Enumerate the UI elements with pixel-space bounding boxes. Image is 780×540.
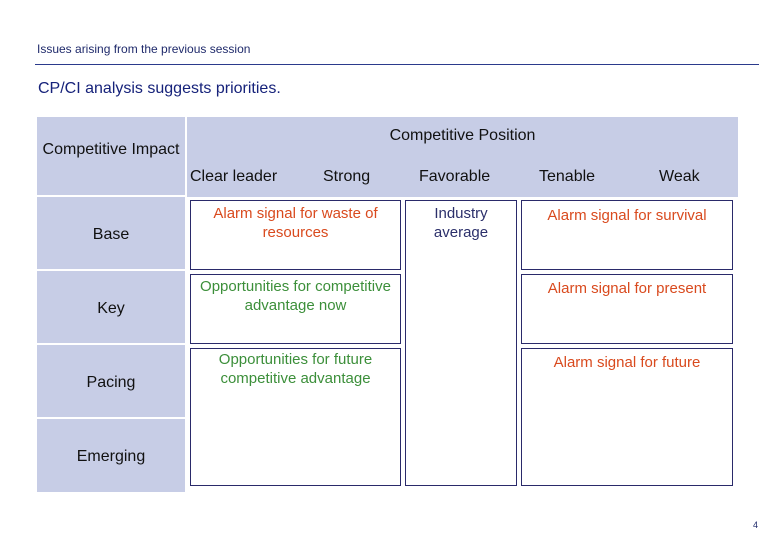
cell-industry-average-text: Industry average [433,205,489,241]
cell-present-text: Alarm signal for present [547,280,707,297]
row-divider [37,343,185,345]
impact-row-pacing: Pacing [86,374,136,391]
cell-future [521,348,733,486]
impact-column [37,117,185,492]
cell-advantage-now [190,274,401,344]
impact-title: Competitive Impact [42,141,180,158]
column-clear-leader: Clear leader [190,168,278,185]
column-strong: Strong [323,168,371,185]
row-divider [37,417,185,419]
header-divider [35,64,759,65]
impact-row-emerging: Emerging [76,448,146,465]
position-title: Competitive Position [389,127,536,144]
row-divider [37,195,185,197]
section-title: Issues arising from the previous session [37,42,251,56]
cell-waste-of-resources [190,200,401,270]
position-header [187,117,738,197]
cell-industry-average [405,200,517,486]
column-weak: Weak [659,168,700,185]
page-subtitle: CP/CI analysis suggests priorities. [38,80,281,97]
cell-survival [521,200,733,270]
cell-future-advantage-text: Opportunities for future competitive advantage [218,351,373,387]
impact-row-key: Key [97,300,125,317]
page-number: 4 [752,520,758,530]
cell-waste-text: Alarm signal for waste of resources [213,205,378,241]
column-favorable: Favorable [419,168,491,185]
cell-future-text: Alarm signal for future [553,354,701,371]
cell-present [521,274,733,344]
cell-future-advantage [190,348,401,486]
column-tenable: Tenable [539,168,596,185]
row-divider [37,269,185,271]
cell-advantage-now-text: Opportunities for competitive advantage now [200,278,391,314]
impact-row-base: Base [92,226,130,243]
cell-survival-text: Alarm signal for survival [547,207,707,224]
